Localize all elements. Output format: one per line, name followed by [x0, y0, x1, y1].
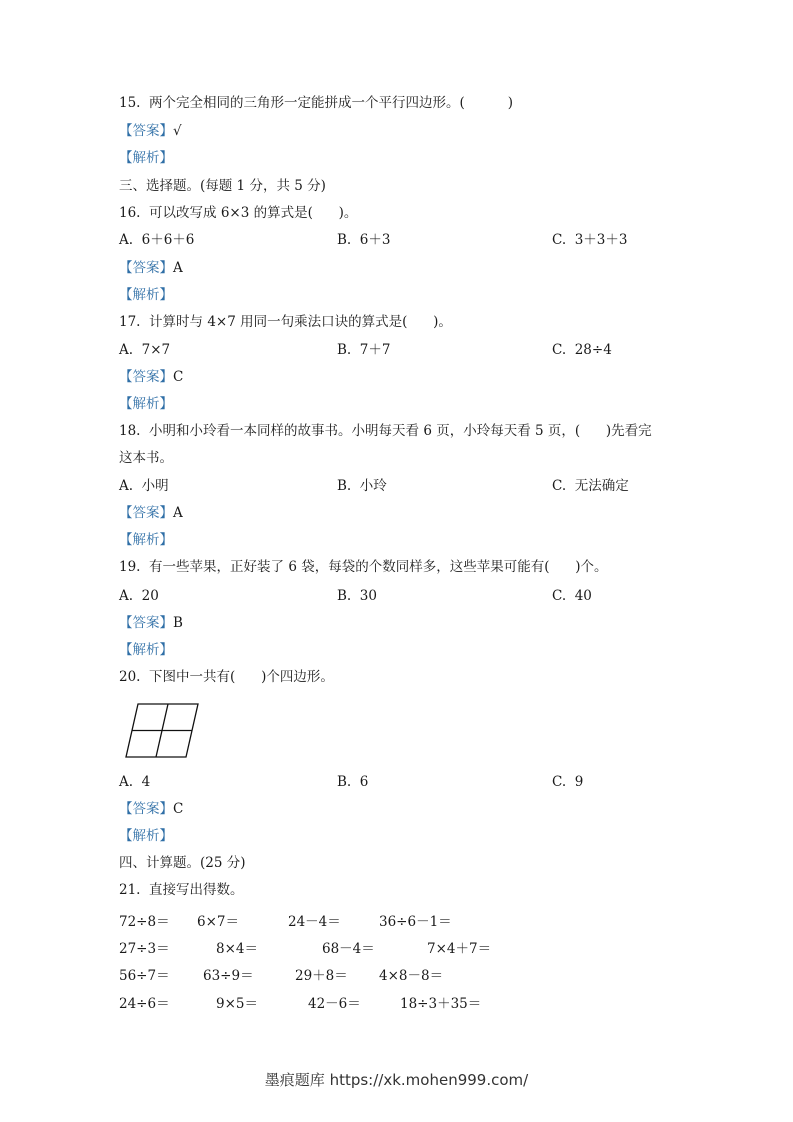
q16-option-b: B. 6＋3 [337, 232, 391, 248]
q20-option-b: B. 6 [337, 774, 369, 790]
calc-item: 18÷3＋35＝ [400, 996, 482, 1012]
q15-text: 15. 两个完全相同的三角形一定能拼成一个平行四边形。( ) [119, 95, 513, 111]
answer-value: A [173, 260, 183, 276]
calc-item: 68－4＝ [322, 941, 375, 957]
q19-answer [119, 613, 183, 633]
q16-text: 16. 可以改写成 6×3 的算式是( )。 [119, 205, 358, 221]
answer-tag: 【答案】 [119, 260, 173, 276]
q20-analysis-tag: 【解析】 [119, 828, 173, 844]
parallelogram-figure [122, 703, 202, 759]
q17-option-b: B. 7＋7 [337, 342, 391, 358]
q15-analysis-tag: 【解析】 [119, 150, 173, 166]
q16-option-c: C. 3＋3＋3 [552, 232, 628, 248]
calc-item: 56÷7＝ [119, 968, 170, 984]
calc-item: 8×4＝ [216, 941, 258, 957]
calc-item: 7×4＋7＝ [427, 941, 492, 957]
q15-answer [119, 121, 182, 141]
q17-option-c: C. 28÷4 [552, 342, 612, 358]
calc-item: 4×8－8＝ [379, 968, 444, 984]
q18-option-b: B. 小玲 [337, 478, 387, 494]
q20-answer [119, 799, 183, 819]
calc-item: 63÷9＝ [203, 968, 254, 984]
answer-tag: 【答案】 [119, 801, 173, 817]
q16-option-a: A. 6＋6＋6 [119, 232, 195, 248]
calc-item: 6×7＝ [197, 914, 239, 930]
calc-item: 72÷8＝ [119, 914, 170, 930]
q18-text-cont: 这本书。 [119, 450, 173, 466]
calc-item: 24－4＝ [288, 914, 341, 930]
calc-item: 9×5＝ [216, 996, 258, 1012]
answer-tag: 【答案】 [119, 615, 173, 631]
q19-option-c: C. 40 [552, 588, 592, 604]
section-3-heading: 三、选择题。(每题 1 分，共 5 分) [119, 178, 326, 194]
q18-analysis-tag: 【解析】 [119, 532, 173, 548]
q20-option-c: C. 9 [552, 774, 584, 790]
q20-option-a: A. 4 [119, 774, 151, 790]
answer-tag: 【答案】 [119, 505, 173, 521]
q18-option-a: A. 小明 [119, 478, 169, 494]
calc-item: 27÷3＝ [119, 941, 170, 957]
answer-value: C [173, 369, 184, 385]
answer-value: √ [173, 123, 182, 139]
calc-item: 42－6＝ [308, 996, 361, 1012]
q21-text: 21. 直接写出得数。 [119, 882, 244, 898]
q19-text: 19. 有一些苹果，正好装了 6 袋，每袋的个数同样多，这些苹果可能有( )个。 [119, 559, 608, 575]
q17-analysis-tag: 【解析】 [119, 396, 173, 412]
section-4-heading: 四、计算题。(25 分) [119, 855, 246, 871]
q19-option-b: B. 30 [337, 588, 377, 604]
answer-tag: 【答案】 [119, 123, 173, 139]
q18-text: 18. 小明和小玲看一本同样的故事书。小明每天看 6 页，小玲每天看 5 页，( )先看完 [119, 423, 652, 439]
q19-analysis-tag: 【解析】 [119, 642, 173, 658]
answer-value: A [173, 505, 183, 521]
q18-answer [119, 503, 183, 523]
calc-item: 29＋8＝ [295, 968, 348, 984]
q17-text: 17. 计算时与 4×7 用同一句乘法口诀的算式是( )。 [119, 314, 452, 330]
answer-value: B [173, 615, 183, 631]
calc-item: 36÷6－1＝ [379, 914, 452, 930]
q17-answer [119, 367, 183, 387]
answer-value: C [173, 801, 184, 817]
answer-tag: 【答案】 [119, 369, 173, 385]
footer-watermark: 墨痕题库 https://xk.mohen999.com/ [264, 1071, 529, 1089]
q17-option-a: A. 7×7 [119, 342, 171, 358]
calc-item: 24÷6＝ [119, 996, 170, 1012]
q20-text: 20. 下图中一共有( )个四边形。 [119, 669, 334, 685]
q18-option-c: C. 无法确定 [552, 478, 629, 494]
q16-analysis-tag: 【解析】 [119, 287, 173, 303]
q16-answer [119, 258, 183, 278]
q19-option-a: A. 20 [119, 588, 159, 604]
